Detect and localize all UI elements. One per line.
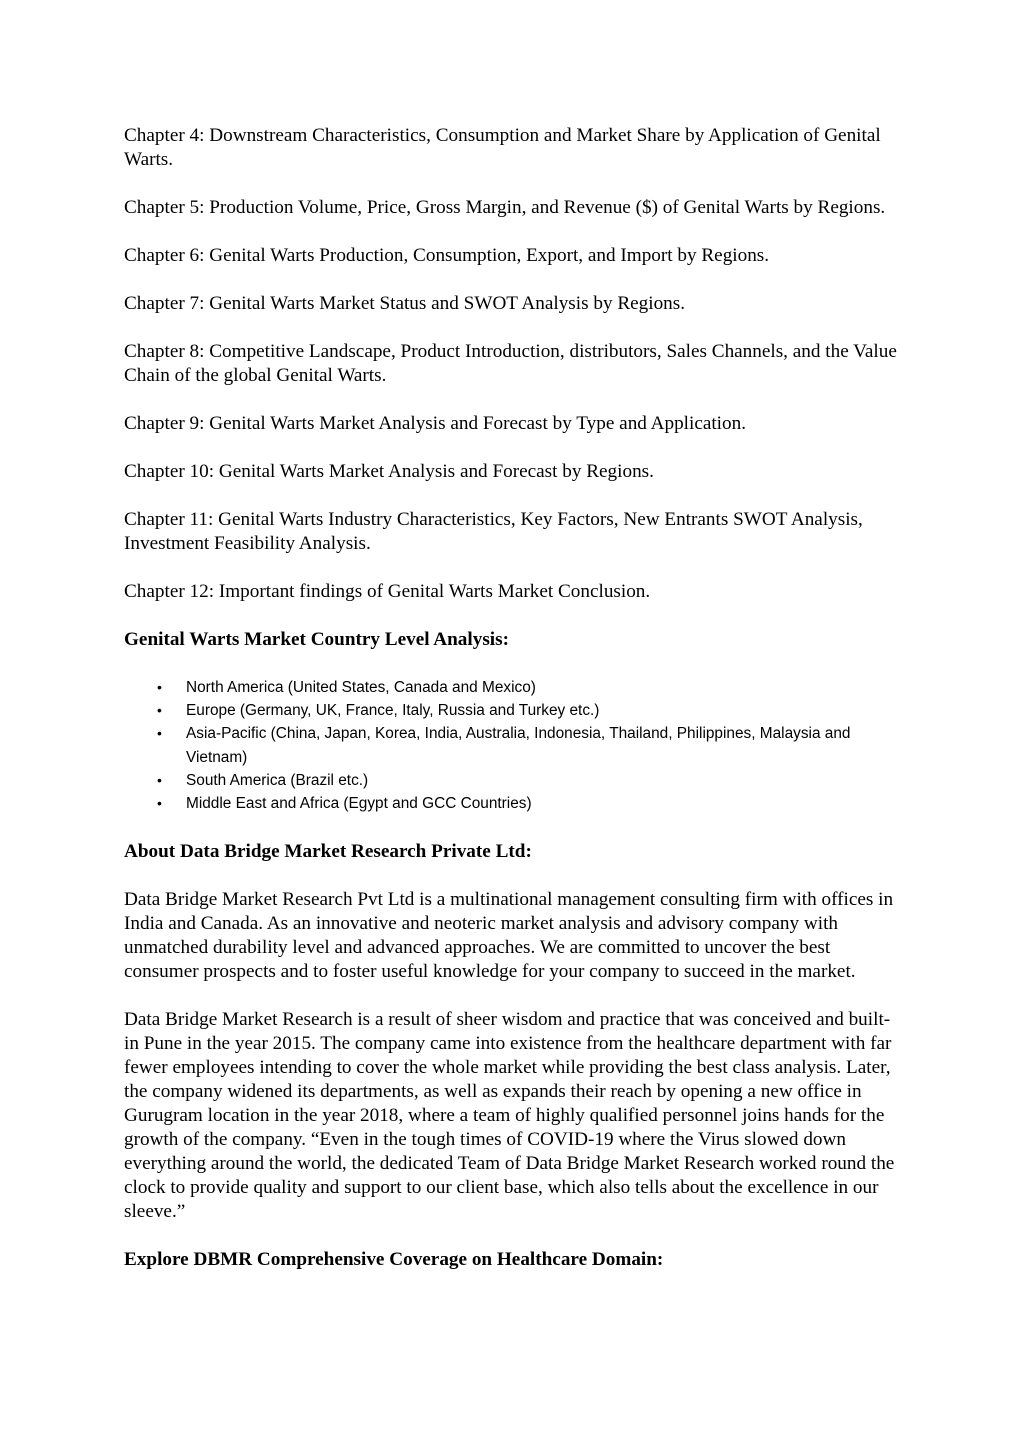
bullet-icon: • (157, 702, 162, 719)
chapter-7-paragraph: Chapter 7: Genital Warts Market Status and SWOT Analysis by Regions. (124, 293, 686, 314)
document-page (124, 124, 900, 1296)
bullet-icon: • (157, 679, 162, 695)
chapter-6-paragraph: Chapter 6: Genital Warts Production, Consumption, Export, and Import by Regions. (124, 245, 770, 266)
list-item (124, 699, 900, 722)
country-list (124, 676, 900, 815)
list-item (124, 722, 900, 768)
bullet-icon: • (157, 725, 162, 742)
chapter-11-paragraph: Chapter 11: Genital Warts Industry Characteristics, Key Factors, New Entrants SWOT Analysis, Investment Feasibility Analysis. (124, 509, 863, 554)
chapter-12-paragraph: Chapter 12: Important findings of Genital Warts Market Conclusion. (124, 581, 651, 602)
country-analysis-heading: Genital Warts Market Country Level Analysis: (124, 629, 509, 650)
chapter-4-paragraph: Chapter 4: Downstream Characteristics, Consumption and Market Share by Application of Genital Warts. (124, 125, 881, 170)
list-item (124, 769, 900, 792)
about-paragraph-1: Data Bridge Market Research Pvt Ltd is a multinational management consulting firm with offices in India and Canada. As an innovative and neoteric market analysis and advisory company with unmatched durability level and advanced approaches. We are committed to uncover the best consumer prospects and to foster useful knowledge for your company to succeed in the market. (124, 889, 894, 983)
list-item-text: South America (Brazil etc.) (186, 771, 369, 789)
chapter-5-paragraph: Chapter 5: Production Volume, Price, Gross Margin, and Revenue ($) of Genital Warts by Regions. (124, 197, 886, 218)
bullet-icon: • (157, 795, 162, 812)
list-item-text: Middle East and Africa (Egypt and GCC Countries) (186, 795, 532, 813)
list-item-text: Asia-Pacific (China, Japan, Korea, India, Australia, Indonesia, Thailand, Philippines, Malaysia and Vietnam) (186, 725, 851, 766)
chapter-10-paragraph: Chapter 10: Genital Warts Market Analysis and Forecast by Regions. (124, 461, 654, 482)
about-paragraph-2: Data Bridge Market Research is a result of sheer wisdom and practice that was conceived and built-in Pune in the year 2015. The company came into existence from the healthcare department with far fewer employees intending to cover the whole market while providing the best class analysis. Later, the company widened its departments, as well as expands their reach by opening a new office in Gurugram location in the year 2018, where a team of highly qualified personnel joins hands for the growth of the company. “Even in the tough times of COVID-19 where the Virus slowed down everything around the world, the dedicated Team of Data Bridge Market Research worked round the clock to provide quality and support to our client base, which also tells about the excellence in our sleeve.” (124, 1009, 895, 1223)
about-heading: About Data Bridge Market Research Private Ltd: (124, 841, 532, 863)
explore-heading: Explore DBMR Comprehensive Coverage on Healthcare Domain: (124, 1249, 664, 1271)
chapter-8-paragraph: Chapter 8: Competitive Landscape, Product Introduction, distributors, Sales Channels, and the Value Chain of the global Genital Warts. (124, 341, 897, 386)
list-item (124, 792, 900, 815)
list-item-text: North America (United States, Canada and Mexico) (186, 679, 536, 696)
chapter-9-paragraph: Chapter 9: Genital Warts Market Analysis and Forecast by Type and Application. (124, 413, 746, 434)
list-item-text: Europe (Germany, UK, France, Italy, Russia and Turkey etc.) (186, 702, 600, 720)
bullet-icon: • (157, 771, 162, 788)
list-item (124, 676, 900, 699)
